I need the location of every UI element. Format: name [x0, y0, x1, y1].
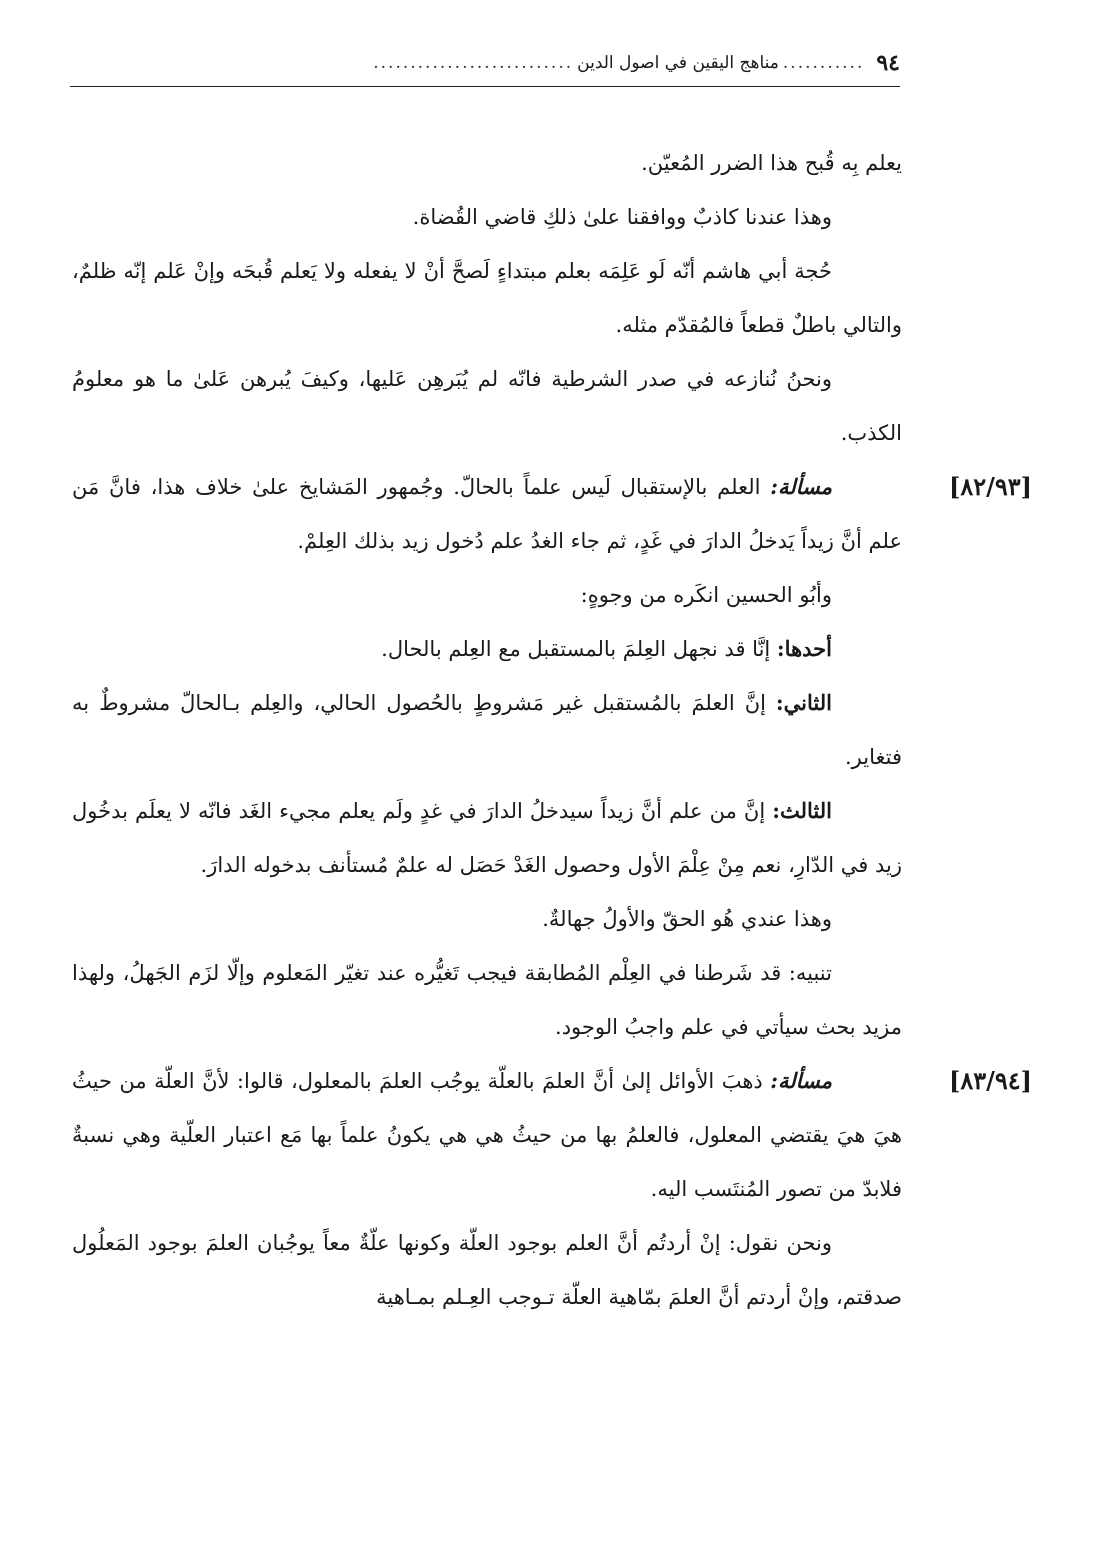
masala-82-93: [72, 460, 1032, 568]
paragraph-opinion: [72, 892, 902, 946]
point-second: [72, 676, 902, 784]
masala-83-94: [72, 1054, 1032, 1216]
paragraph-2: [72, 190, 902, 244]
running-header: [70, 40, 900, 87]
point-label: الثاني:: [775, 690, 832, 715]
paragraph-4: [72, 352, 902, 460]
point-first: [72, 622, 902, 676]
point-label: الثالث:: [772, 798, 832, 823]
paragraph-1: [72, 136, 902, 190]
page-number: ٩٤: [876, 50, 900, 76]
page-body: [72, 136, 1032, 1324]
paragraph-text: حُجة أبي هاشم أنّه لَو عَلِمَه بعلم مبتداءٍ لَصحَّ أنْ لا يفعله ولا يَعلم قُبحَه وإنْ عَلم إنّه ظلمٌ، والتالي باطلٌ قطعاً فالمُقدّم مثله.: [72, 259, 902, 337]
header-book-title: مناهج اليقين في اصول الدين: [577, 53, 779, 73]
masala-label: مسألة:: [770, 474, 832, 499]
paragraph-text: ذهبَ الأوائل إلىٰ أنَّ العلمَ بالعلّة يوجُب العلمَ بالمعلول، قالوا: لأنَّ العلّة من حيثُ هيَ هيَ يقتضي المعلول، فالعلمُ بها من حيثُ هي هي يكونُ علماً بها مَع اعتبار العلّية وهي نسبةٌ فلابدّ من تصور المُنتَسب اليه.: [72, 1069, 902, 1201]
paragraph-text: ونحن نقول: إنْ أردتُم أنَّ العلم بوجود العلّة وكونها علّةٌ معاً يوجُبان العلمَ بوجود المَعلُول صدقتم، وإنْ أردتم أنَّ العلمَ بمّاهية العلّة تـوجب العِـلم بمـاهية: [72, 1231, 902, 1309]
paragraph-tanbih: [72, 946, 902, 1054]
header-leader-dots-end: ...........................: [373, 53, 574, 73]
header-leader-dots: ...........: [782, 53, 865, 73]
paragraph-text: العلم بالإستقبال لَيس علماً بالحالّ. وجُمهور المَشايخ علىٰ خلاف هذا، فانَّ مَن علم أنَّ زيداً يَدخلُ الدارَ في غَدٍ، ثم جاء الغدُ علم دُخول زيد بذلك العِلمْ.: [72, 475, 902, 553]
paragraph-text: يعلم بِه قُبح هذا الضرر المُعيّن.: [641, 151, 902, 175]
paragraph-text: ونحنُ نُنازعه في صدر الشرطية فانّه لم يُبَرهِن عَليها، وكيفَ يُبرهن عَلىٰ ما هو معلومُ الكذب.: [72, 367, 902, 445]
margin-reference-number: [٨٢/٩٣]: [948, 472, 1032, 501]
point-label: أحدها:: [776, 636, 832, 661]
paragraph-text: وأبُو الحسين انكَره من وجوهٍ:: [580, 583, 832, 607]
point-third: [72, 784, 902, 892]
paragraph-text: إنَّ العلمَ بالمُستقبل غير مَشروطٍ بالحُصول الحالي، والعِلم بـالحالّ مشروطٌ به فتغاير.: [72, 691, 902, 769]
paragraph-text: إنَّا قد نجهل العِلمَ بالمستقبل مع العِلم بالحال.: [381, 637, 777, 661]
masala-label: مسألة:: [770, 1068, 832, 1093]
paragraph-3: [72, 244, 902, 352]
paragraph-text: إنَّ من علم أنَّ زيداً سيدخلُ الدارَ في غدٍ ولَم يعلم مجيء الغَد فانّه لا يعلَم بدخُول زيد في الدّارِ، نعم مِنْ عِلْمَ الأول وحصول الغَدْ حَصَل له علمٌ مُستأنف بدخوله الدارَ.: [72, 799, 902, 877]
paragraph-text: تنبيه: قد شَرطنا في العِلْم المُطابقة فيجب تَغيُّره عند تغيّر المَعلوم وإلّا لزَم الجَهلُ، ولهذا مزيد بحث سيأتي في علم واجبُ الوجود.: [72, 961, 902, 1039]
paragraph-text: وهذا عندنا كاذبٌ ووافقنا علىٰ ذلكِ قاضي القُضاة.: [412, 205, 832, 229]
paragraph-abu-husayn: [72, 568, 902, 622]
paragraph-final: [72, 1216, 902, 1324]
paragraph-text: وهذا عندي هُو الحقّ والأولُ جهالةٌ.: [542, 907, 832, 931]
margin-reference-number: [٨٣/٩٤]: [948, 1066, 1032, 1095]
